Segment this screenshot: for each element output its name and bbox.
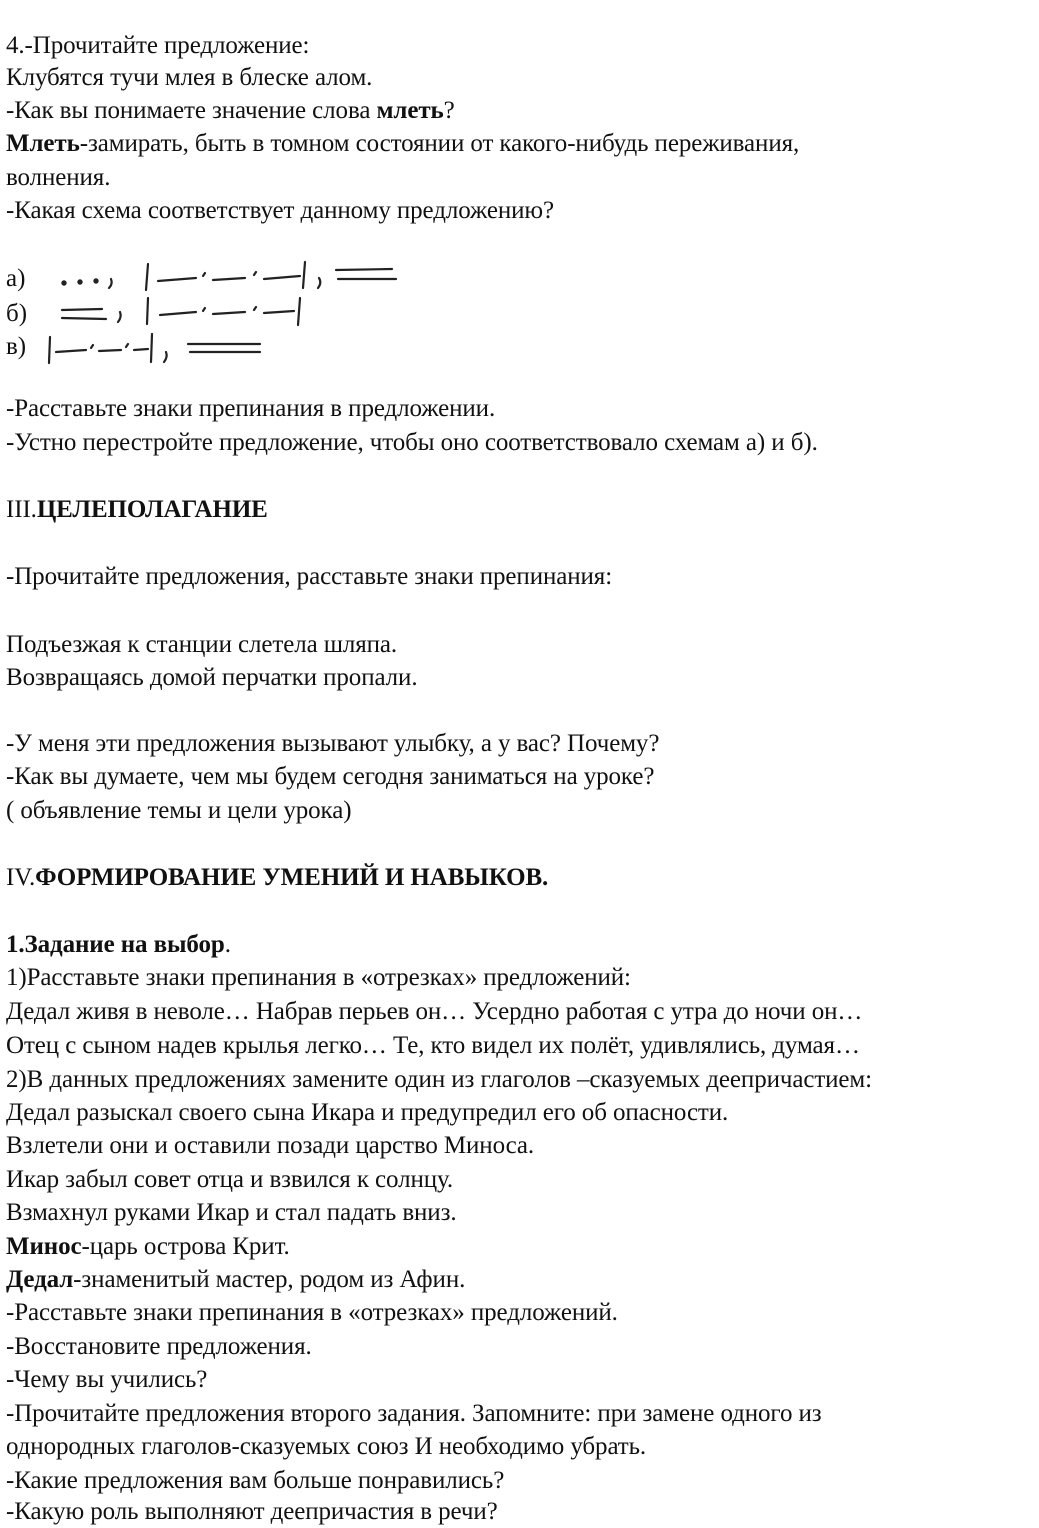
section-3-question-1: -У меня эти предложения вызывают улыбку, а у вас? Почему?: [6, 730, 660, 757]
section-3-note: ( объявление темы и цели урока): [6, 797, 352, 824]
task4-question-scheme: -Какая схема соответствует данному предложению?: [6, 197, 554, 224]
scheme-a: [62, 262, 396, 290]
scheme-option-c-label: в): [6, 333, 27, 360]
task-2-instruction: 2)В данных предложениях замените один из глаголов –сказуемых деепричастием:: [6, 1066, 872, 1093]
task4-sentence: Клубятся тучи млея в блеске алом.: [6, 64, 373, 91]
question-line: -Прочитайте предложения второго задания. Запомните: при замене одного из: [6, 1400, 822, 1427]
task4-title: 4.-Прочитайте предложение:: [6, 32, 310, 59]
definition-dedal: Дедал-знаменитый мастер, родом из Афин.: [6, 1266, 466, 1293]
task4-instruction-rebuild: -Устно перестройте предложение, чтобы оно соответствовало схемам а) и б).: [6, 429, 818, 456]
task-2-sentence: Дедал разыскал своего сына Икара и предупредил его об опасности.: [6, 1099, 729, 1126]
question-line: -Восстановите предложения.: [6, 1333, 312, 1360]
question-line: -Чему вы учились?: [6, 1366, 208, 1393]
scheme-option-b-label: б): [6, 300, 28, 327]
section-3-heading: III.ЦЕЛЕПОЛАГАНИЕ: [6, 496, 268, 523]
definition-minos: Минос-царь острова Крит.: [6, 1233, 290, 1260]
task4-question-meaning: -Как вы понимаете значение слова млеть?: [6, 97, 455, 124]
task4-instruction-punctuation: -Расставьте знаки препинания в предложении.: [6, 395, 496, 422]
section-3-question-2: -Как вы думаете, чем мы будем сегодня заниматься на уроке?: [6, 763, 655, 790]
definition-mlet: Млеть-замирать, быть в томном состоянии от какого-нибудь переживания,: [6, 130, 800, 157]
word-mlet: млеть: [376, 97, 444, 124]
task-choice-title: 1.Задание на выбор.: [6, 931, 231, 958]
question-line: -Какие предложения вам больше понравились?: [6, 1467, 505, 1494]
definition-continued: волнения.: [6, 164, 111, 191]
section-3-sentence-2: Возвращаясь домой перчатки пропали.: [6, 664, 418, 691]
scheme-c: [49, 334, 260, 363]
question-line: -Расставьте знаки препинания в «отрезках» предложений.: [6, 1299, 618, 1326]
question-line: однородных глаголов-сказуемых союз И необходимо убрать.: [6, 1433, 647, 1460]
task-2-sentence: Икар забыл совет отца и взвился к солнцу.: [6, 1166, 454, 1193]
task-1-line-1: Дедал живя в неволе… Набрав перьев он… Усердно работая с утра до ночи он…: [6, 998, 863, 1025]
task-2-sentence: Взмахнул руками Икар и стал падать вниз.: [6, 1199, 457, 1226]
task-1-line-2: Отец с сыном надев крылья легко… Те, кто видел их полёт, удивлялись, думая…: [6, 1032, 860, 1059]
section-3-intro: -Прочитайте предложения, расставьте знаки препинания:: [6, 563, 613, 590]
scheme-option-a-label: а): [6, 265, 26, 292]
handwritten-schemes: [0, 0, 1039, 400]
question-line: -Какую роль выполняют деепричастия в речи?: [6, 1498, 498, 1525]
task-1-instruction: 1)Расставьте знаки препинания в «отрезках» предложений:: [6, 964, 631, 991]
section-4-heading: IV.ФОРМИРОВАНИЕ УМЕНИЙ И НАВЫКОВ.: [6, 864, 549, 891]
scheme-b: [62, 298, 300, 325]
section-3-sentence-1: Подъезжая к станции слетела шляпа.: [6, 631, 398, 658]
task-2-sentence: Взлетели они и оставили позади царство Миноса.: [6, 1132, 535, 1159]
